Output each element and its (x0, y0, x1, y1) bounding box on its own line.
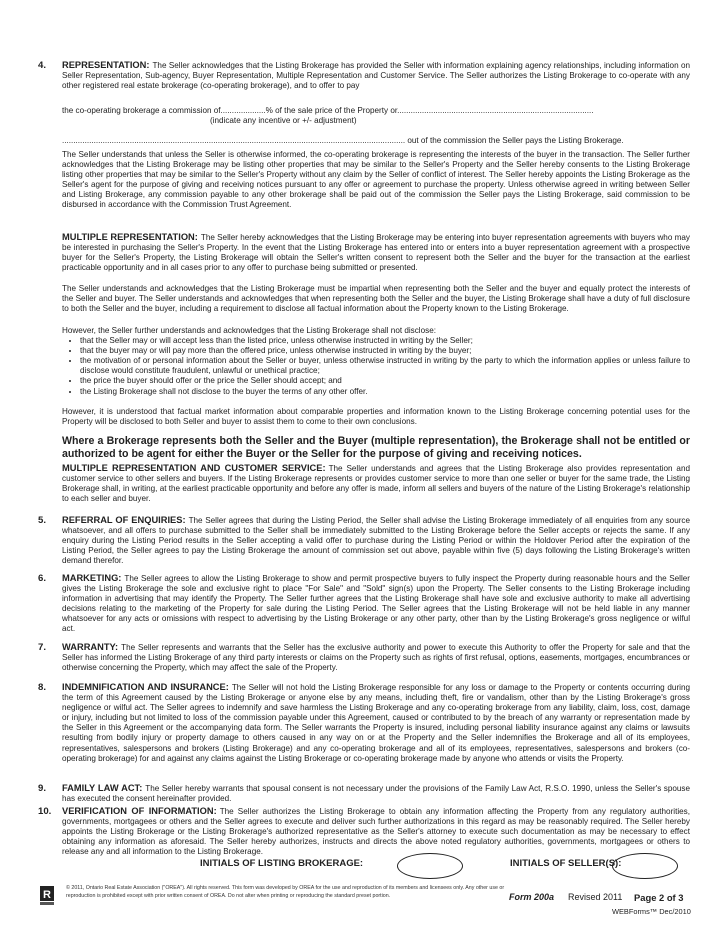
customer-service-paragraph (62, 463, 690, 504)
section-text (62, 573, 690, 635)
multiple-representation-notice: Where a Brokerage represents both the Seller and the Buyer (multiple representation), the Brokerage shall not be entitled or authorized to be agent for either the Buyer or the Seller for the purpose of giving and receiving notices. (62, 435, 690, 460)
paragraph-text: The Seller hereby warrants that spousal consent is not necessary under the provisions of the Family Law Act, R.S.O. 1990, unless the Seller's spouse has executed the consent hereinafter provided. (62, 784, 691, 804)
section-family-law (38, 783, 690, 804)
commission-line: the co-operating brokerage a commission of....................% of the sale price of the Property or....................................................................................... (62, 106, 594, 115)
section-heading: VERIFICATION OF INFORMATION: (62, 806, 217, 816)
section-number: 10. (38, 806, 52, 817)
list-item: • the price the buyer should offer or the price the Seller should accept; and (80, 376, 690, 386)
copyright-notice: © 2011, Ontario Real Estate Association ("OREA"). All rights reserved. This form was developed by OREA for the use and reproduction of its members and licensees only. Any other use or reproduction is prohibited except with prior written consent of OREA. Do not alter when printing or reproducing the standard preset portion. (66, 885, 505, 899)
commission-line-continued: ........................................................................................................................................................ out of the commission the Seller pays the Listing Brokerage. (62, 136, 624, 145)
paragraph-text: The Seller agrees to allow the Listing Brokerage to show and permit prospective buyers to fully inspect the Property during reasonable hours and the Seller gives the Listing Brokerage the sole and exclusive right to place "For Sale" and "Sold" sign(s) upon the Property. The Seller consents to the Listing Brokerage including information in advertising that may identify the Property. The Seller further agrees that the Listing Brokerage shall have sole and exclusive authority to make all advertising decisions relating to the marketing of the Property for sale during the Listing Period. The Seller agrees that the Listing Brokerage will not be held liable in any manner whatsoever for any acts or omissions with respect to advertising by the Listing Brokerage or any other party, other than by the Listing Brokerage's gross negligence or wilful act. (62, 574, 690, 634)
section-heading: INDEMNIFICATION AND INSURANCE: (62, 682, 229, 692)
section-heading: MARKETING: (62, 573, 122, 583)
form-number: Form 200a (509, 892, 555, 902)
section-number: 5. (38, 515, 47, 526)
commission-hint: (indicate any incentive or +/- adjustment) (210, 116, 357, 125)
page-number: Page 2 of 3 (634, 892, 684, 903)
list-item: • the motivation of or personal information about the Seller or buyer, unless otherwise instructed in writing by the party to which the information applies or unless failure to disclose would constitute fraudulent, unlawful or unethical practice; (80, 356, 690, 376)
section-text (62, 806, 690, 857)
section-indemnification (38, 682, 690, 764)
section-text (62, 642, 690, 673)
subheading: MULTIPLE REPRESENTATION: (62, 232, 198, 242)
paragraph-text: The Seller understands and agrees that the Listing Brokerage also provides representation and customer service to other sellers and buyers. If the Listing Brokerage represents or provides customer service to more than one seller or buyer for the same trade, the Listing Brokerage shall, in writing, at the earliest practicable opportunity and before any offer is made, inform all sellers and buyers of the nature of the Listing Brokerage's relationship to each seller and buyer. (62, 464, 690, 504)
subheading: MULTIPLE REPRESENTATION AND CUSTOMER SERVICE: (62, 463, 326, 473)
representation-paragraph: The Seller acknowledges that the Listing Brokerage has provided the Seller with information explaining agency relationships, including information on Seller Representation, Sub-agency, Buyer Representation, Multiple Representation and Customer Service. The Seller authorizes the Listing Brokerage to co-operate with any other registered real estate brokerage (co-operating brokerage), and to offer to pay (62, 61, 690, 91)
listing-brokerage-initials-label: INITIALS OF LISTING BROKERAGE: (200, 858, 364, 869)
section-number: 9. (38, 783, 47, 794)
bullet-list (62, 336, 690, 397)
paragraph-text: The Seller agrees that during the Listing Period, the Seller shall advise the Listing Brokerage immediately of all enquiries from any source whatsoever, and all offers to purchase submitted to the Seller shall be immediately submitted to the Listing Brokerage before the Seller accepts or rejects the same. If any enquiry during the Listing Period results in the Seller accepting a valid offer to purchase during the Listing Period or within the Holdover Period after the expiration of the Listing Period, the Seller agrees to pay the Listing Brokerage the amount of commission set out above, payable within five (5) days following the Listing Brokerage's written demand therefor. (62, 516, 690, 566)
paragraph-text: The Seller authorizes the Listing Brokerage to obtain any information affecting the Property from any regulatory authorities, governments, mortgagees or others and the Seller agrees to execute and deliver such further authorizations in this regard as may be reasonably required. The Seller hereby appoints the Listing Brokerage or the Listing Brokerage's authorized representative as the Seller's attorney to execute such documentation as may be necessary to effect obtaining any information as aforesaid. The Seller hereby authorizes, instructs and directs the above noted regulatory authorities, governments, mortgagees or others to release any and all information to the Listing Brokerage. (62, 807, 690, 857)
section-text (62, 60, 690, 91)
disclosure-list (62, 326, 690, 397)
section-text (62, 783, 690, 804)
seller-initials-field[interactable] (612, 853, 678, 879)
paragraph-text: The Seller represents and warrants that the Seller has the exclusive authority and power to execute this Authority to offer the Property for sale and that the Seller has informed the Listing Brokerage of any third party interests or claims on the Property such as rights of first refusal, options, easements, mortgages, encumbrances or otherwise concerning the Property, which may affect the sale of the Property. (62, 643, 690, 673)
revision-date: Revised 2011 (568, 892, 623, 902)
section-heading: WARRANTY: (62, 642, 119, 652)
section-referral (38, 515, 690, 566)
list-item: • the Listing Brokerage shall not disclose to the buyer the terms of any other offer. (80, 387, 690, 397)
section-representation (38, 60, 690, 91)
svg-text:R: R (43, 889, 51, 901)
section-verification (38, 806, 690, 857)
multiple-representation-paragraph (62, 232, 690, 273)
listing-brokerage-initials-field[interactable] (397, 853, 463, 879)
list-item: • that the Seller may or will accept less than the listed price, unless otherwise instructed in writing by the Seller; (80, 336, 690, 346)
section-marketing (38, 573, 690, 635)
market-info-paragraph: However, it is understood that factual market information about comparable properties and information known to the Listing Brokerage concerning potential uses for the Property will be disclosed to both Seller and buyer to assist them to come to their own conclusions. (62, 407, 690, 427)
section-text (62, 682, 690, 764)
section-number: 8. (38, 682, 47, 693)
seller-initials-label: INITIALS OF SELLER(S): (510, 858, 622, 869)
list-item: • that the buyer may or will pay more than the offered price, unless otherwise instructed in writing by the buyer; (80, 346, 690, 356)
section-number: 6. (38, 573, 47, 584)
realtor-logo-icon (40, 886, 54, 906)
section-text (62, 515, 690, 566)
paragraph-text: The Seller will not hold the Listing Brokerage responsible for any loss or damage to the Property or contents occurring during the term of this Agreement caused by the Listing Brokerage or anyone else by any means, including theft, fire or vandalism, other than by the Listing Brokerage's gross negligence or wilful act. The Seller agrees to indemnify and save harmless the Listing Brokerage and any co-operating brokerage from any liability, claim, loss, cost, damage or injury, including but not limited to loss of the commission payable under this Agreement, caused or contributed to by the breach of any warranty or representation made by the Seller in this Agreement or the accompanying data form. The Seller warrants the Property is insured, including personal liability insurance against any claims or lawsuits resulting from bodily injury or property damage to others caused in any way on or at the Property and the Seller indemnifies the Brokerage and all of its employees, representatives, salespersons and brokers (Listing Brokerage) and any co-operating brokerage and all of its employees, representatives, salespersons and brokers (co-operating brokerage) for and against any claims against the Listing Brokerage or co-operating brokerage made by anyone who attends or visits the Property. (62, 683, 690, 763)
section-heading: REFERRAL OF ENQUIRIES: (62, 515, 186, 525)
paragraph-text: The Seller hereby acknowledges that the Listing Brokerage may be entering into buyer representation agreements with buyers who may be interested in purchasing the Seller's Property. In the event that the Listing Brokerage has entered into or enters into a buyer representation agreement with a prospective buyer for the Seller's Property, the Listing Brokerage will obtain the Seller's written consent to represent both the Seller and the buyer for the transaction at the earliest practicable opportunity and in all cases prior to any offer to purchase being submitted or presented. (62, 233, 690, 273)
disclosure-intro: However, the Seller further understands and acknowledges that the Listing Brokerage shall not disclose: (62, 326, 436, 335)
section-warranty (38, 642, 690, 673)
section-heading: REPRESENTATION: (62, 60, 150, 70)
impartiality-paragraph: The Seller understands and acknowledges that the Listing Brokerage must be impartial when representing both the Seller and the buyer and equally protect the interests of the Seller and buyer. The Seller understands and acknowledges that when representing both the Seller and the buyer, the Listing Brokerage shall have a duty of full disclosure to both the Seller and the buyer, including a requirement to disclose all factual information about the Property known to the Listing Brokerage. (62, 284, 690, 314)
webforms-version: WEBForms™ Dec/2010 (612, 907, 691, 916)
section-heading: FAMILY LAW ACT: (62, 783, 143, 793)
section-number: 4. (38, 60, 47, 71)
coop-brokerage-paragraph: The Seller understands that unless the Seller is otherwise informed, the co-operating brokerage is representing the interests of the buyer in the transaction. The Seller further acknowledges that the Listing Brokerage may be listing other properties that may be similar to the Seller's Property and the Seller hereby consents to the Listing Brokerage listing other properties that may be similar to the Seller's Property without any claim by the Seller of conflict of interest. The Seller hereby appoints the Listing Brokerage as the Seller's agent for the purpose of giving and receiving notices pursuant to any offer or agreement to purchase the property. Unless otherwise agreed in writing between Seller and Listing Brokerage, any commission payable to any other brokerage shall be paid out of the commission the Seller pays the Listing Brokerage, said commission to be disbursed in accordance with the Commission Trust Agreement. (62, 150, 690, 210)
section-number: 7. (38, 642, 47, 653)
